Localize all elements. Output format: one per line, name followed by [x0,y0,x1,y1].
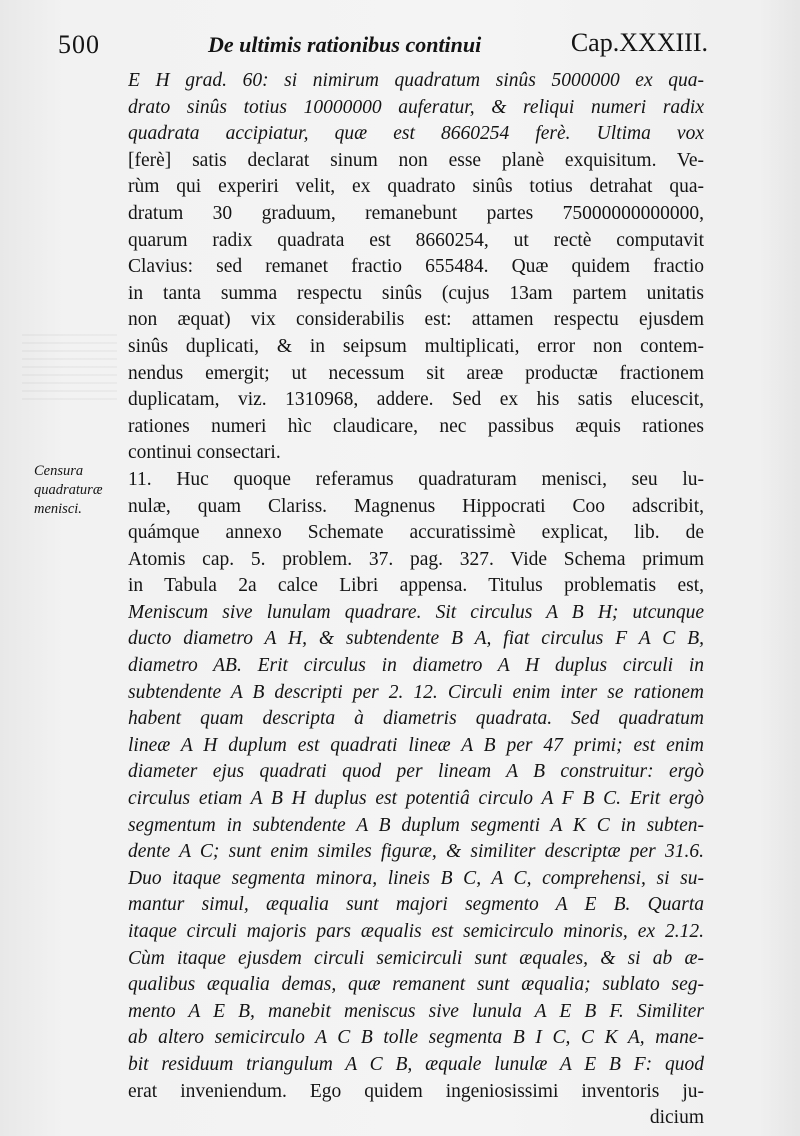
text-line: continui consectari. [128,442,281,464]
text-line: dicium [649,1107,704,1129]
text-line: drato sinûs totius 10000000 auferatur, & reliqui numeri radix [128,96,704,118]
text-line: qualibus æqualia demas, quæ remanent sunt æqualia; sublato seg- [128,974,704,996]
show-through-marks [22,330,117,400]
text-line: erat inveniendum. Ego quidem ingeniosissimi inventoris ju- [128,1080,704,1102]
margin-note-line: quadraturæ [34,482,103,498]
text-line: [ferè] satis declarat sinum non esse planè exquisitum. Ve- [128,149,704,171]
text-line: nendus emergit; ut necessum sit areæ productæ fractionem [128,362,704,384]
text-line: quarum radix quadrata est 8660254, ut rectè computavit [128,229,704,251]
chapter-label: Cap.XXXIII. [570,28,708,57]
text-line: rùm qui experiri velit, ex quadrato sinûs totius detrahat qua- [128,176,704,198]
text-line: ducto diametro A H, & subtendente B A, fiat circulus F A C B, [128,628,704,650]
text-line: Cùm itaque ejusdem circuli semicirculi sunt æquales, & si ab æ- [128,947,704,969]
text-line: circulus etiam A B H duplus est potentiâ circulo A F B C. Erit ergò [128,788,704,810]
text-line: rationes numeri hìc claudicare, nec passibus æquis rationes [128,415,704,437]
text-line: E H grad. 60: si nimirum quadratum sinûs 5000000 ex qua- [128,70,704,91]
body-text [128,68,704,1132]
text-line: 11. Huc quoque referamus quadraturam menisci, seu lu- [128,468,704,490]
text-line: mento A E B, manebit meniscus sive lunula A E B F. Similiter [128,1000,704,1022]
text-line: in tanta summa respectu sinûs (cujus 13am partem unitatis [128,282,704,304]
text-line: quámque annexo Schemate accuratissimè explicat, lib. de [128,522,704,544]
text-line: habent quam descripta à diametris quadrata. Sed quadratum [128,708,704,730]
text-line: ab altero semicirculo A C B tolle segmenta B I C, C K A, mane- [128,1027,704,1049]
page-shadow [760,0,800,1136]
margin-note-line: Censura [34,463,84,479]
text-line: Atomis cap. 5. problem. 37. pag. 327. Vide Schema primum [128,548,704,570]
text-line: bit residuum triangulum A C B, æquale lunulæ A E B F: quod [128,1053,704,1075]
text-line: nulæ, quam Clariss. Magnenus Hippocrati Coo adscribit, [128,495,704,517]
margin-note [34,462,126,519]
text-line: duplicatam, viz. 1310968, addere. Sed ex his satis elucescit, [128,389,704,411]
text-line: Duo itaque segmenta minora, lineis B C, A C, comprehensi, si su- [128,867,704,889]
text-line: segmentum in subtendente A B duplum segmenti A K C in subten- [128,814,704,836]
text-line: non æquat) vix considerabilis est: attamen respectu ejusdem [128,309,704,331]
text-line: sinûs duplicati, & in seipsum multiplicati, error non contem- [128,335,704,357]
margin-note-line: menisci. [34,501,82,517]
text-line: mantur simul, æqualia sunt majori segmento A E B. Quarta [128,894,704,916]
text-line: lineæ A H duplum est quadrati lineæ A B per 47 primi; est enim [128,734,704,756]
running-header [58,28,708,68]
text-line: itaque circuli majoris pars æqualis est semicirculo minoris, ex 2.12. [128,921,704,942]
page-number: 500 [58,30,100,59]
text-line: Meniscum sive lunulam quadrare. Sit circulus A B H; utcunque [128,601,704,623]
text-line: diameter ejus quadrati quod per lineam A B construitur: ergò [128,761,704,783]
running-title: De ultimis rationibus continui [208,32,482,57]
text-line: subtendente A B descripti per 2. 12. Circuli enim inter se rationem [128,681,704,703]
text-line: dratum 30 graduum, remanebunt partes 75000000000000, [128,202,704,224]
text-line: diametro AB. Erit circulus in diametro A H duplus circuli in [128,655,704,677]
text-line: quadrata accipiatur, quæ est 8660254 ferè. Ultima vox [128,123,704,145]
text-line: Clavius: sed remanet fractio 655484. Quæ quidem fractio [128,256,704,278]
text-line: in Tabula 2a calce Libri appensa. Titulus problematis est, [128,575,704,597]
text-line: dente A C; sunt enim similes figuræ, & similiter descriptæ per 31.6. [128,841,704,863]
